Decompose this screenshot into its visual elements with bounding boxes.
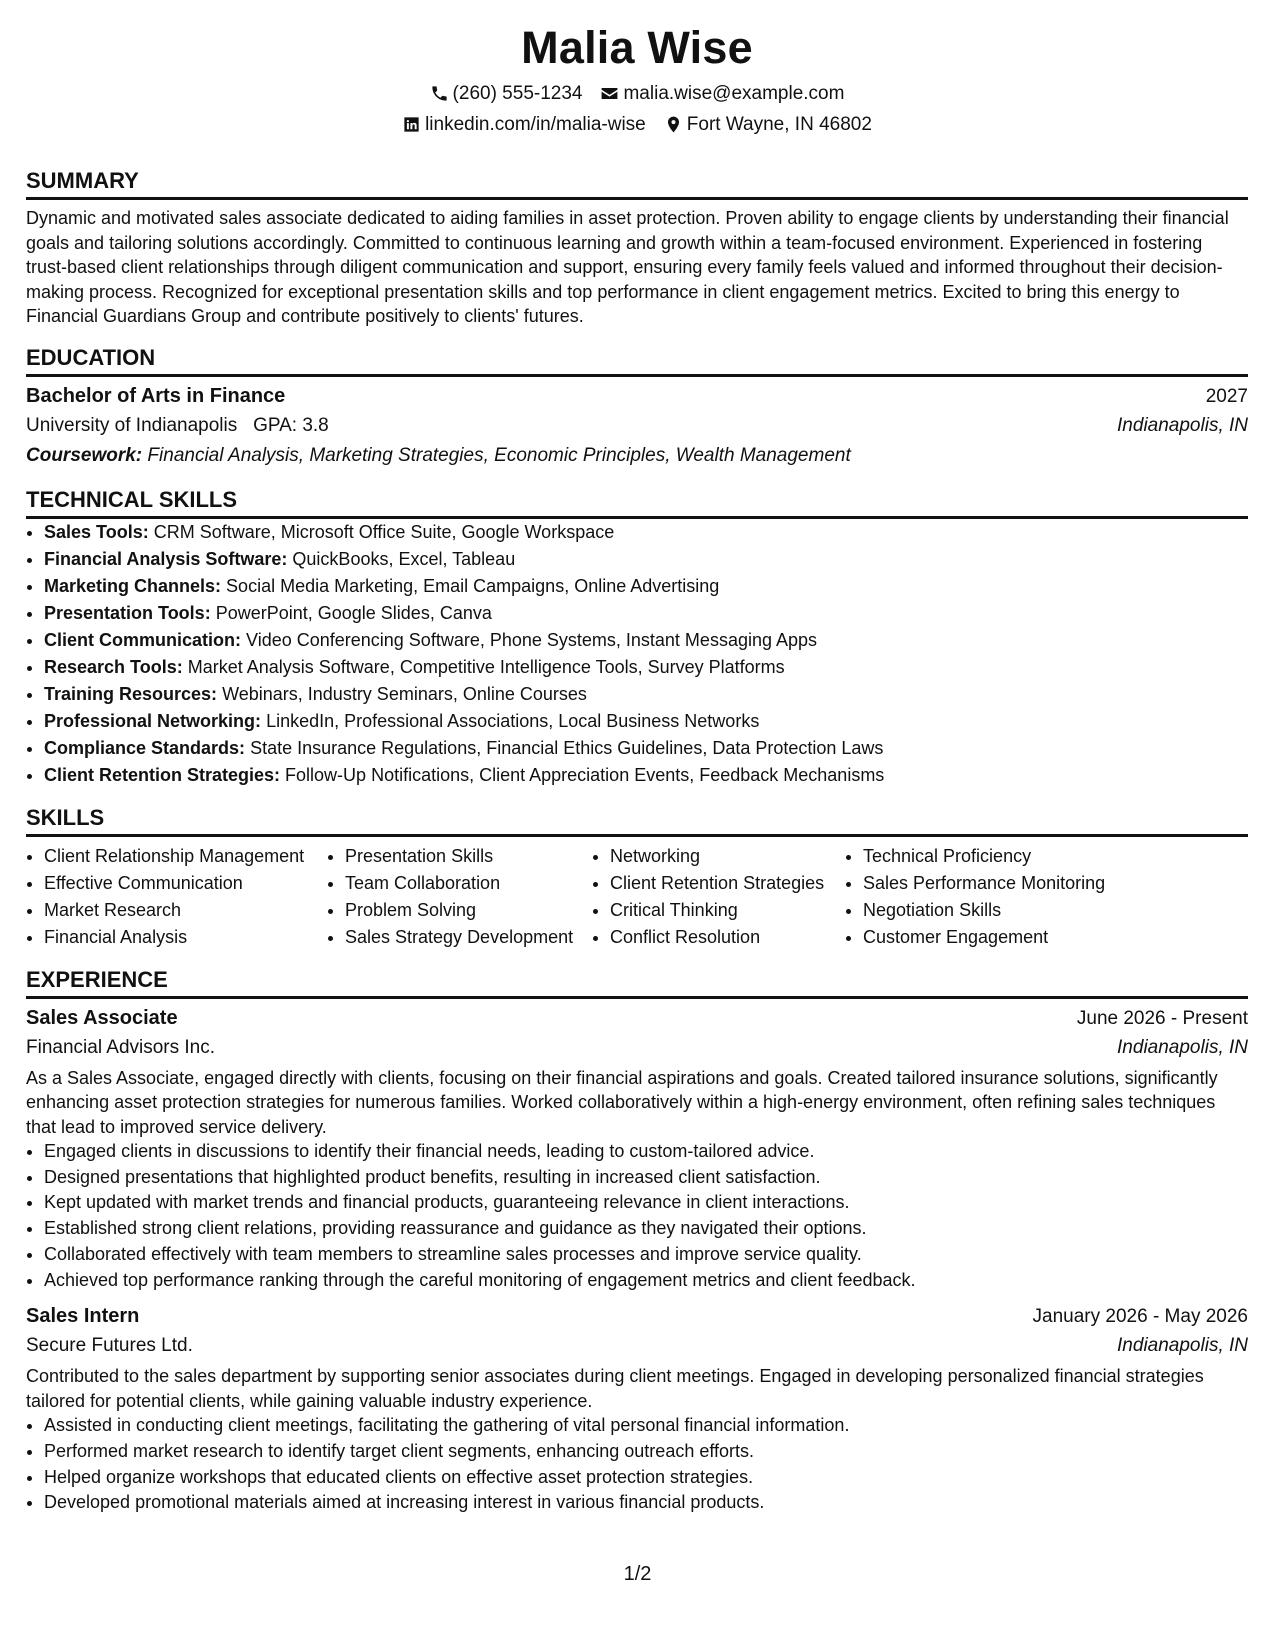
list-item	[44, 600, 1248, 627]
skill-label: Compliance Standards:	[44, 737, 246, 758]
coursework-label: Coursework:	[26, 444, 143, 466]
list-item: • Engaged clients in discussions to identify their financial needs, leading to custom-tailored advice.	[44, 1139, 1248, 1165]
skill-value: Follow-Up Notifications, Client Appreciation Events, Feedback Mechanisms	[285, 764, 885, 785]
skills-column-4	[845, 843, 1163, 951]
list-item: • Conflict Resolution	[610, 924, 845, 951]
skill-label: Training Resources:	[44, 683, 218, 704]
phone-text: (260) 555-1234	[452, 82, 583, 104]
coursework-list: Financial Analysis, Marketing Strategies, Economic Principles, Wealth Management	[147, 444, 851, 466]
list-item: • Critical Thinking	[610, 897, 845, 924]
skills-column-1	[26, 843, 327, 951]
skill-value: Market Analysis Software, Competitive Intelligence Tools, Survey Platforms	[187, 656, 785, 677]
experience-section	[26, 965, 1248, 1517]
list-item: • Market Research	[44, 897, 327, 924]
job-bullets	[26, 1139, 1248, 1293]
education-school-row	[26, 411, 1248, 441]
linkedin-icon	[402, 115, 421, 134]
skill-label: Client Communication:	[44, 629, 241, 650]
job-company-row	[26, 1033, 1248, 1063]
location-text: Fort Wayne, IN 46802	[686, 113, 872, 135]
list-item: • Client Relationship Management	[44, 843, 327, 870]
skill-value: PowerPoint, Google Slides, Canva	[215, 602, 492, 623]
coursework-line	[26, 441, 1248, 471]
list-item	[44, 546, 1248, 573]
job-entry	[26, 1003, 1248, 1294]
list-item: • Presentation Skills	[345, 843, 592, 870]
phone-contact	[430, 83, 583, 105]
skill-label: Client Retention Strategies:	[44, 764, 281, 785]
list-item	[44, 627, 1248, 654]
skill-value: Webinars, Industry Seminars, Online Courses	[222, 683, 587, 704]
list-item: • Sales Performance Monitoring	[863, 870, 1163, 897]
list-item	[44, 735, 1248, 762]
job-description: Contributed to the sales department by supporting senior associates during client meetings. Engaged in developing personalized financial strategies tailored for potential clients, while gaining valuable industry experience.	[26, 1366, 1204, 1411]
education-heading: EDUCATION	[26, 343, 1248, 377]
list-item: • Developed promotional materials aimed at increasing interest in various financial products.	[44, 1490, 1248, 1516]
school-location: Indianapolis, IN	[1117, 414, 1248, 436]
job-dates: June 2026 - Present	[1076, 1007, 1248, 1029]
job-location: Indianapolis, IN	[1117, 1335, 1248, 1357]
list-item: • Collaborated effectively with team members to streamline sales processes and improve service quality.	[44, 1242, 1248, 1268]
linkedin-text[interactable]: linkedin.com/in/malia-wise	[425, 113, 646, 135]
skill-value: Social Media Marketing, Email Campaigns, Online Advertising	[226, 575, 720, 596]
degree-title: Bachelor of Arts in Finance	[26, 384, 286, 407]
list-item: • Negotiation Skills	[863, 897, 1163, 924]
skill-value: LinkedIn, Professional Associations, Local Business Networks	[266, 710, 760, 731]
technical-skills-section	[26, 485, 1248, 789]
list-item	[44, 654, 1248, 681]
candidate-name: Malia Wise	[521, 22, 753, 73]
summary-heading: SUMMARY	[26, 166, 1248, 200]
contact-line-2	[26, 109, 1248, 140]
skills-section	[26, 803, 1248, 951]
job-company-row	[26, 1331, 1248, 1361]
skills-grid	[26, 843, 1248, 951]
list-item: • Assisted in conducting client meetings, facilitating the gathering of vital personal financial information.	[44, 1413, 1248, 1439]
list-item: • Client Retention Strategies	[610, 870, 845, 897]
job-dates: January 2026 - May 2026	[1032, 1306, 1248, 1328]
job-location: Indianapolis, IN	[1117, 1036, 1248, 1058]
page-number: 1/2	[623, 1563, 652, 1585]
job-bullets	[26, 1413, 1248, 1516]
skills-heading: SKILLS	[26, 803, 1248, 837]
resume-page	[26, 18, 1248, 1516]
list-item: • Performed market research to identify target client segments, enhancing outreach efforts.	[44, 1439, 1248, 1465]
skill-label: Financial Analysis Software:	[44, 548, 288, 569]
list-item	[44, 519, 1248, 546]
email-icon	[600, 84, 619, 103]
list-item: • Sales Strategy Development	[345, 924, 592, 951]
skill-label: Marketing Channels:	[44, 575, 222, 596]
list-item: • Financial Analysis	[44, 924, 327, 951]
job-role: Sales Intern	[26, 1305, 140, 1328]
list-item: • Helped organize workshops that educated clients on effective asset protection strategies.	[44, 1465, 1248, 1491]
list-item: • Technical Proficiency	[863, 843, 1163, 870]
job-description: As a Sales Associate, engaged directly with clients, focusing on their financial aspirations and goals. Created tailored insurance solutions, significantly enhancing asset protection strategies for numerous families. Worked collaboratively within a high-energy environment, often refining sales techniques that lead to improved service delivery.	[26, 1067, 1218, 1137]
school-name: University of Indianapolis	[26, 414, 238, 436]
list-item: • Customer Engagement	[863, 924, 1163, 951]
job-company: Financial Advisors Inc.	[26, 1036, 216, 1058]
skill-label: Presentation Tools:	[44, 602, 211, 623]
list-item: • Effective Communication	[44, 870, 327, 897]
skill-value: CRM Software, Microsoft Office Suite, Google Workspace	[153, 521, 615, 542]
linkedin-contact[interactable]	[402, 114, 646, 136]
email-text[interactable]: malia.wise@example.com	[623, 82, 845, 104]
skills-column-3	[592, 843, 845, 951]
school-info	[26, 411, 329, 441]
email-contact[interactable]	[600, 83, 844, 105]
list-item: • Designed presentations that highlighted product benefits, resulting in increased client satisfaction.	[44, 1165, 1248, 1191]
summary-text: Dynamic and motivated sales associate dedicated to aiding families in asset protection. Proven ability to engage clients by understanding their financial goals and tailoring solutions accordingly. Committed to continuous learning and growth within a team-focused environment. Experienced in fostering trust-based client relationships through diligent communication and support, ensuring every family feels valued and informed throughout their decision-making process. Recognized for exceptional presentation skills and top performance in client engagement metrics. Excited to bring this energy to Financial Guardians Group and contribute positively to clients' futures.	[26, 208, 1229, 326]
job-role: Sales Associate	[26, 1006, 178, 1029]
location-contact	[664, 114, 872, 136]
job-company: Secure Futures Ltd.	[26, 1335, 193, 1357]
technical-skills-heading: TECHNICAL SKILLS	[26, 485, 1248, 519]
skill-label: Research Tools:	[44, 656, 183, 677]
list-item	[44, 681, 1248, 708]
list-item: • Networking	[610, 843, 845, 870]
phone-icon	[430, 84, 449, 103]
gpa: GPA: 3.8	[253, 414, 329, 436]
skill-label: Sales Tools:	[44, 521, 149, 542]
skills-column-2	[327, 843, 592, 951]
contact-line-1	[26, 78, 1248, 109]
map-pin-icon	[664, 115, 683, 134]
job-entry	[26, 1301, 1248, 1516]
skill-label: Professional Networking:	[44, 710, 262, 731]
job-title-row	[26, 1003, 1248, 1033]
list-item	[44, 708, 1248, 735]
education-section	[26, 343, 1248, 471]
skill-value: QuickBooks, Excel, Tableau	[292, 548, 516, 569]
list-item: • Kept updated with market trends and financial products, guaranteeing relevance in client interactions.	[44, 1190, 1248, 1216]
experience-heading: EXPERIENCE	[26, 965, 1248, 999]
list-item: • Problem Solving	[345, 897, 592, 924]
technical-skills-list	[26, 519, 1248, 789]
list-item: • Established strong client relations, providing reassurance and guidance as they navigated their options.	[44, 1216, 1248, 1242]
list-item	[44, 762, 1248, 789]
skill-value: Video Conferencing Software, Phone Systems, Instant Messaging Apps	[246, 629, 818, 650]
list-item: • Team Collaboration	[345, 870, 592, 897]
summary-section	[26, 166, 1248, 329]
list-item	[44, 573, 1248, 600]
list-item: • Achieved top performance ranking through the careful monitoring of engagement metrics and client feedback.	[44, 1268, 1248, 1294]
skill-value: State Insurance Regulations, Financial Ethics Guidelines, Data Protection Laws	[250, 737, 884, 758]
job-title-row	[26, 1301, 1248, 1331]
education-degree-row	[26, 381, 1248, 411]
graduation-year: 2027	[1205, 385, 1248, 407]
